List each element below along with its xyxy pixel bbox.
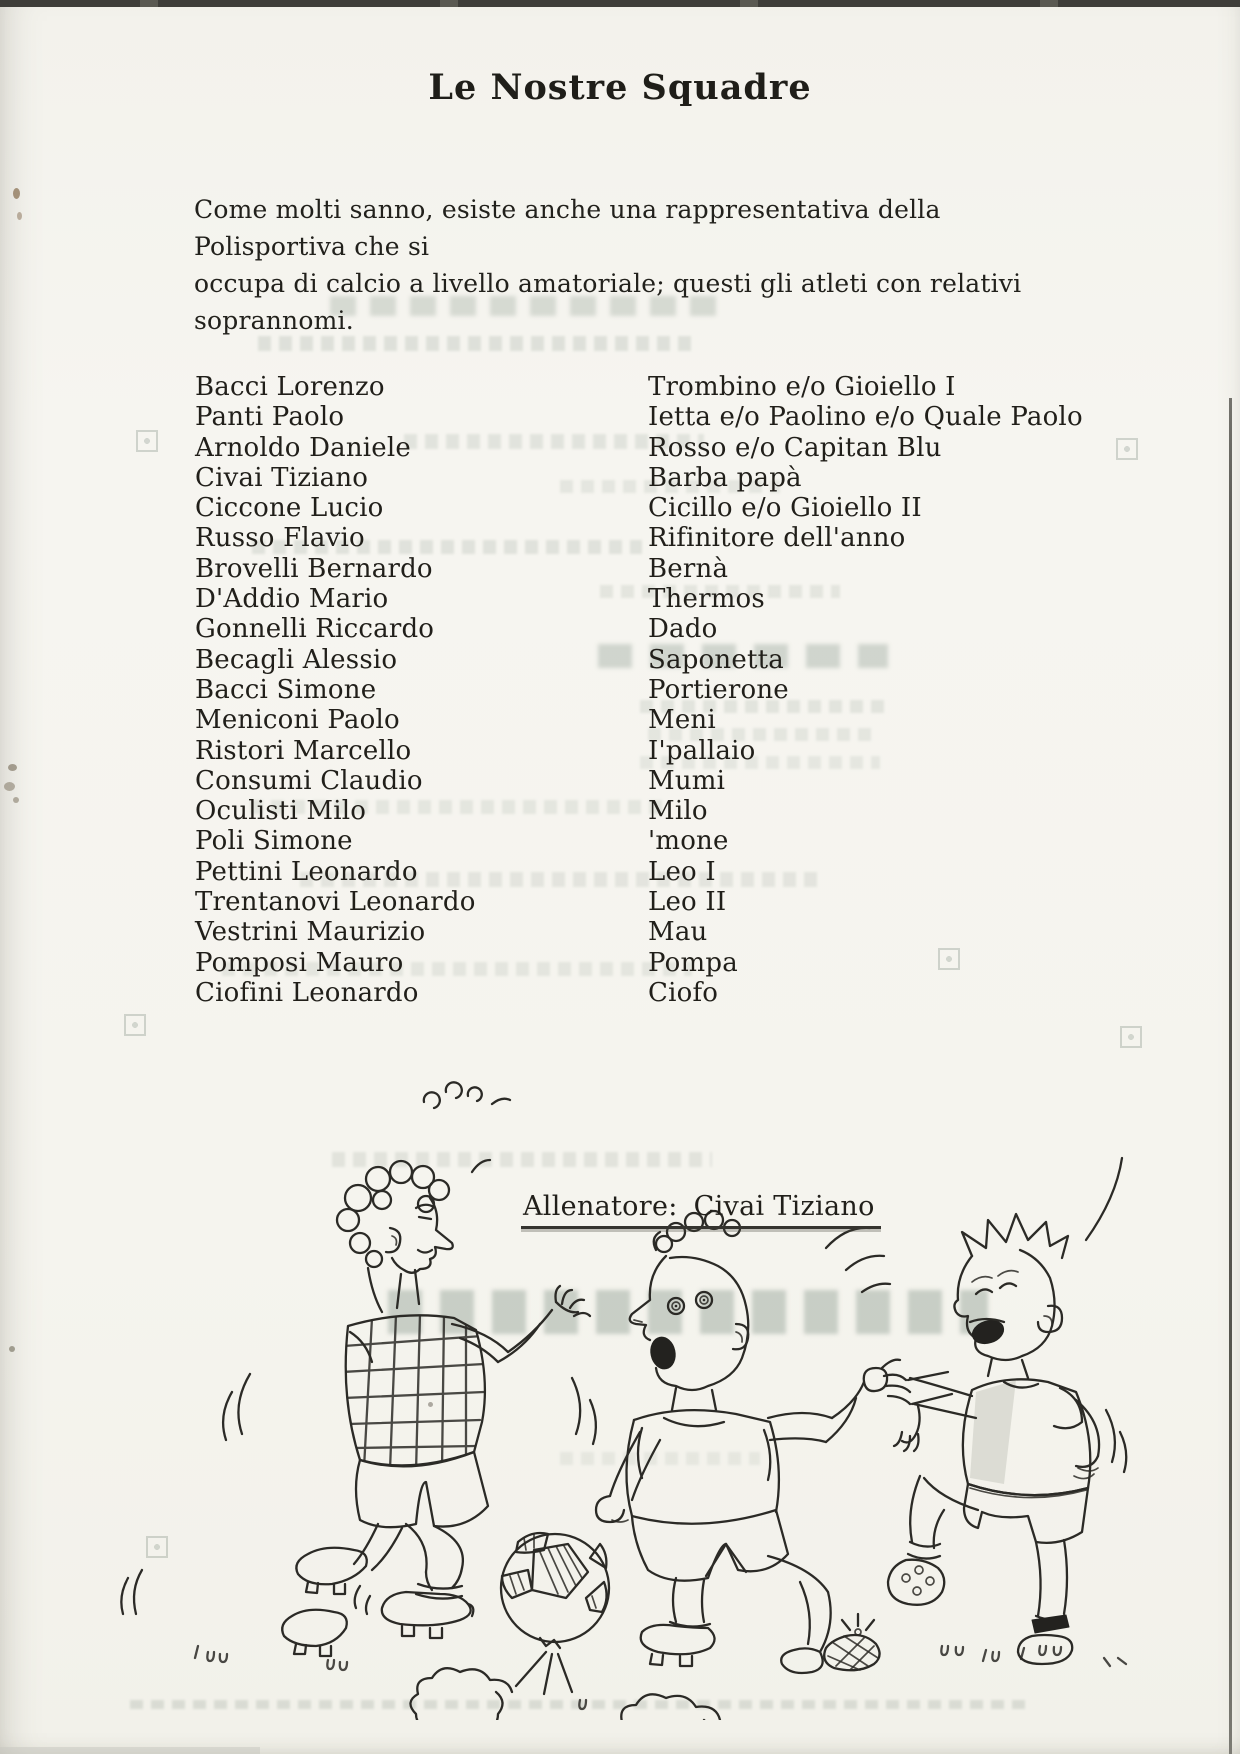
player-name: Trentanovi Leonardo — [195, 887, 476, 918]
middle-player — [596, 1211, 952, 1673]
intro-paragraph — [194, 191, 1054, 339]
player-name: Ciofini Leonardo — [195, 977, 419, 1008]
roster-row — [195, 857, 1155, 887]
player-nickname: Ietta e/o Paolino e/o Quale Paolo — [648, 402, 1083, 433]
bleedthrough-frame-mark — [124, 1014, 146, 1036]
deflated-ball — [501, 1533, 609, 1694]
right-player — [888, 1214, 1099, 1664]
roster-row — [195, 523, 1155, 553]
page-title: Le Nostre Squadre — [428, 67, 812, 109]
roster-row — [195, 736, 1155, 766]
player-nickname: Barba papà — [648, 462, 802, 493]
roster-row — [195, 372, 1155, 402]
roster-row — [195, 675, 1155, 705]
ground-slipper — [824, 1614, 879, 1670]
player-nickname: Leo II — [648, 887, 727, 918]
player-name: Vestrini Maurizio — [195, 917, 426, 948]
left-player — [282, 1082, 590, 1656]
bleedthrough-frame-mark — [1120, 1026, 1142, 1048]
player-nickname: Saponetta — [648, 644, 784, 675]
player-name: Ciccone Lucio — [195, 493, 384, 524]
roster-row — [195, 493, 1155, 523]
player-name: Pettini Leonardo — [195, 856, 418, 887]
paper-speck — [9, 1346, 15, 1352]
player-nickname: Cicillo e/o Gioiello II — [648, 493, 922, 524]
roster-row — [195, 584, 1155, 614]
player-name: Becagli Alessio — [195, 644, 398, 675]
scan-edge-top — [0, 0, 1240, 7]
player-nickname: Rifinitore dell'anno — [648, 523, 906, 554]
coach-label: Allenatore: — [523, 1191, 678, 1222]
coach-line — [521, 1191, 881, 1229]
page-edge-line — [1229, 398, 1232, 1754]
player-nickname: Bernà — [648, 553, 729, 584]
player-nickname: Mumi — [648, 765, 726, 796]
paper-speck — [17, 212, 22, 220]
player-nickname: Portierone — [648, 674, 789, 705]
player-name: Brovelli Bernardo — [195, 553, 433, 584]
roster-row — [195, 463, 1155, 493]
player-nickname: Milo — [648, 796, 708, 827]
cartoon-footballers-illustration — [120, 1080, 1130, 1720]
player-name: Panti Paolo — [195, 402, 345, 433]
player-nickname: I'pallaio — [648, 735, 756, 766]
grass-marks — [195, 1646, 1126, 1709]
roster-row — [195, 948, 1155, 978]
page-edge-bottom — [0, 1747, 260, 1754]
player-nickname: Mau — [648, 917, 708, 948]
intro-line-1: Come molti sanno, esiste anche una rappresentativa della Polisportiva che si — [194, 195, 941, 261]
paper-speck — [13, 188, 20, 199]
player-name: Meniconi Paolo — [195, 705, 400, 736]
player-name: Poli Simone — [195, 826, 353, 857]
player-nickname: Thermos — [648, 584, 765, 615]
roster-row — [195, 917, 1155, 947]
player-nickname: Dado — [648, 614, 718, 645]
player-name: Russo Flavio — [195, 523, 365, 554]
player-nickname: Meni — [648, 705, 716, 736]
player-nickname: Ciofo — [648, 977, 719, 1008]
player-name: Gonnelli Riccardo — [195, 614, 435, 645]
roster-row — [195, 645, 1155, 675]
paper-speck — [4, 782, 15, 791]
player-name: D'Addio Mario — [195, 584, 389, 615]
player-name: Bacci Lorenzo — [195, 372, 385, 402]
roster-row — [195, 554, 1155, 584]
player-nickname: 'mone — [648, 826, 729, 857]
roster-row — [195, 978, 1155, 1008]
paper-speck — [13, 797, 19, 803]
player-nickname: Pompa — [648, 947, 738, 978]
player-nickname: Trombino e/o Gioiello I — [648, 372, 956, 402]
roster-row — [195, 705, 1155, 735]
roster-row — [195, 887, 1155, 917]
roster-row — [195, 614, 1155, 644]
paper-speck — [8, 764, 17, 771]
roster-row — [195, 796, 1155, 826]
player-nickname: Rosso e/o Capitan Blu — [648, 432, 942, 463]
player-name: Civai Tiziano — [195, 462, 369, 493]
roster-list — [195, 372, 1155, 1008]
player-name: Oculisti Milo — [195, 796, 367, 827]
coach-name: Civai Tiziano — [693, 1191, 875, 1222]
player-name: Arnoldo Daniele — [195, 432, 411, 463]
roster-row — [195, 402, 1155, 432]
player-name: Ristori Marcello — [195, 735, 412, 766]
player-name: Consumi Claudio — [195, 765, 423, 796]
bleedthrough-frame-mark — [136, 430, 158, 452]
player-name: Bacci Simone — [195, 674, 377, 705]
player-name: Pomposi Mauro — [195, 947, 404, 978]
roster-row — [195, 433, 1155, 463]
intro-line-2: occupa di calcio a livello amatoriale; questi gli atleti con relativi soprannomi. — [194, 269, 1022, 335]
roster-row — [195, 766, 1155, 796]
roster-row — [195, 826, 1155, 856]
player-nickname: Leo I — [648, 856, 716, 887]
